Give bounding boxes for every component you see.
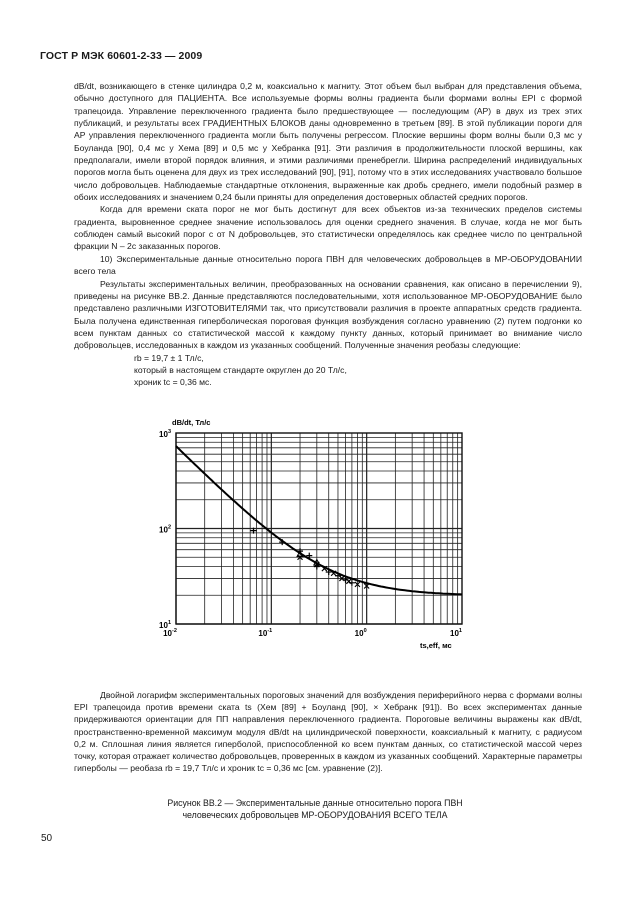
y-tick-label: $10^1$ [159,620,171,630]
x-tick-exponent: -1 [267,628,273,634]
paragraph-2: Когда для времени ската порог не мог быть достигнут для всех объектов из-за технических пределов системы градиента, выровненное среднее значение использовалось для оценки среднего значения. В случае, когда не мог быть соблюден самый высокий порог c от N добровольцев, это статистически определялось как среднее число по центральной фракции N – 2c заказанных порогов. [74,204,582,252]
body-text-bottom [74,689,582,774]
formula-chronaxie: хроник tc = 0,36 мс. [134,377,212,388]
x-tick-label: $10^0$ [354,628,367,638]
formula-rounding-note: который в настоящем стандарте округлен до 20 Тл/с, [134,364,347,375]
figure-caption [40,797,590,822]
paragraph-4: Результаты экспериментальных величин, преобразованных на основании сравнения, как описано в перечислении 9), приведены на рисунке ВВ.2. Данные представляются последовательными, хотя использованное МР-ОБОРУДОВАНИЕ было представлено различными ИЗГОТОВИТЕЛЯМИ так, что присутствовали различия в проекте аппаратных средств градиента. Была получена единственная гиперболическая пороговая функция возбуждения согласно уравнению (2) путем подгонки ко всем пунктам данных со статистической массой к каждому пункту данных, который принимает во внимание число добровольцев, исследованных в каждом из указанных сообщений. Полученные значения реобазы следующие: [74,278,582,351]
chart-points [250,528,369,589]
figure-caption-line-2: человеческих добровольцев МР-ОБОРУДОВАНИЯ ВСЕГО ТЕЛА [182,810,448,821]
paragraph-3: 10) Экспериментальные данные относительно порога ПВН для человеческих добровольцев в МР-ОБОРУДОВАНИИ всего тела [74,253,582,277]
x-tick-exponent: 0 [363,628,367,634]
y-tick-label: $10^3$ [159,429,171,439]
paragraph-1: dB/dt, возникающего в стенке цилиндра 0,2 м, коаксиально к магниту. Этот объем был выбран для представления объема, обычно доступного для ПАЦИЕНТА. Все используемые формы волны градиента были формами волны EPI с формой трапецоида. Управление переключенного градиента было предшествующее — последующим (AP) в двух из трех этих публикаций, и результаты всех ГРАДИЕНТНЫХ БЛОКОВ даны одновременно в третьем [89]. В этой публикации пороги для AP управления переключенного градиента могли быть получены регрессом. Плоские вершины форм волны были 0,3 мс у Боуланда [90], 0,4 мс у Хема [89] и 0,5 мс у Хебранка [91]. Эти различия в продолжительности плоской вершины, как предполагали, имели второй порядок влияния, и этими различиями пренебрегли. Ширина распределений индивидуальных порогов могла быть оценена для двух из трех исследований [90], [91], потому что в этих исследованиях участвовало большое число добровольцев. Наблюдаемые стандартные отклонения, выраженные как дробь среднего, имели подобный размер в обоих исследованиях и значением 0,24 были приняты для определения достоверных областей средних порогов. [74,81,582,203]
figure-description: Двойной логарифм экспериментальных пороговых значений для возбуждения периферийного нерва с формами волны EPI трапецоида против времени ската ts (Хем [89] + Боуланд [90], × Хебранк [91]). Во всех экспериментах данные придерживаются ориентации для ПП направления переключенного градиента. Пороговые величины выражены как dB/dt, пространственно-временной максимум модуля dB/dt на цилиндрической поверхности, коаксиальный к магниту, с радиусом 0,2 м. Сплошная линия является гиперболой, приспособленной ко всем пунктам данных, со статистической массой через точку, которая отражает количество добровольцев, проверенных в каждом из указанных сообщений. Характерные параметры гиперболы — реобаза rb = 19,7 Тл/с и хроник tc = 0,36 мс [см. уравнение (2)]. [74,690,582,774]
figure-caption-line-1: Рисунок ВВ.2 — Экспериментальные данные относительно порога ПВН [167,798,463,808]
x-tick-label: $10^1$ [450,628,462,638]
y-axis-label: dB/dt, Тл/с [172,418,211,427]
y-tick-exponent: 2 [167,524,171,531]
y-tick-exponent: 1 [167,620,171,626]
x-tick-label: $10^{-2}$ [163,628,177,638]
cross-marker [346,579,351,584]
y-tick-exponent: 3 [167,429,171,435]
chart-grid [176,433,462,624]
x-axis-label: ts,eff, мс [420,641,452,650]
page-number: 50 [41,833,53,844]
chart-curve-layer [176,446,462,594]
document-header: ГОСТ Р МЭК 60601-2-33 — 2009 [40,50,203,62]
x-tick-label: $10^{-1}$ [258,628,273,638]
hyperbola-curve [176,446,462,594]
formula-rheobase: rb = 19,7 ± 1 Тл/с, [134,352,204,363]
y-tick-label: $10^2$ [159,524,171,535]
x-tick-exponent: -2 [172,628,177,634]
x-tick-exponent: 1 [458,628,462,634]
